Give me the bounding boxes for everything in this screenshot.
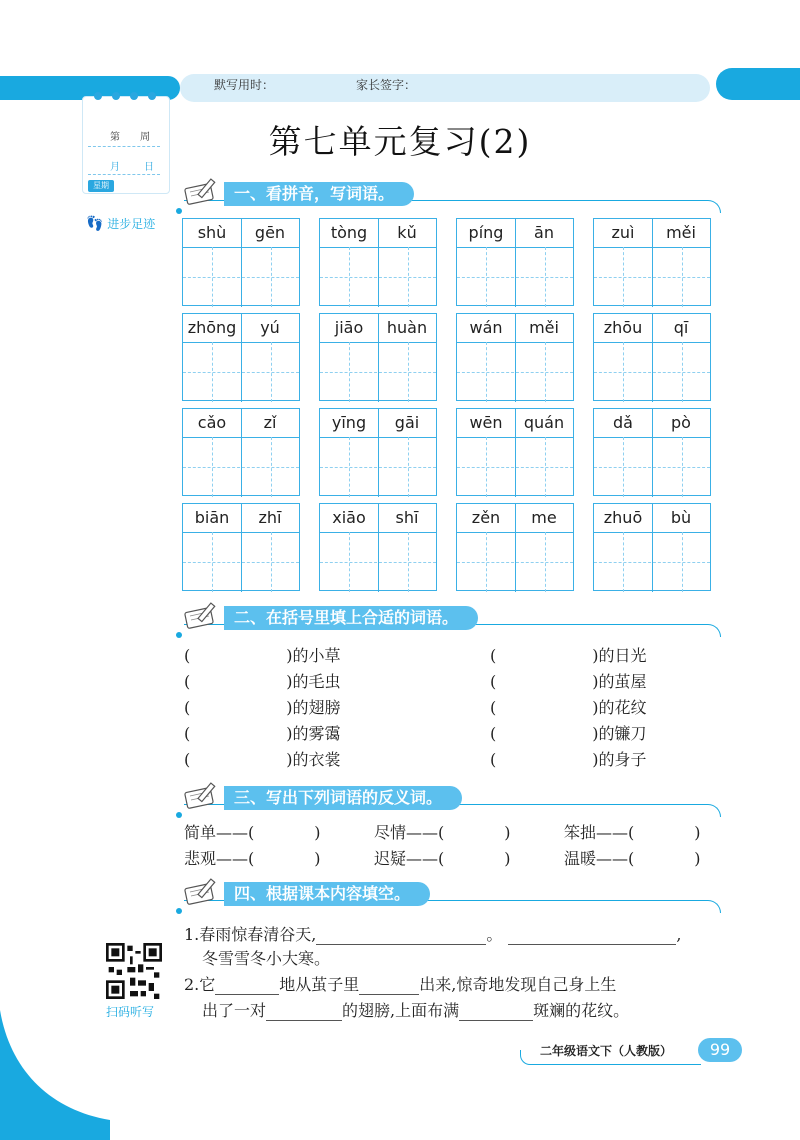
q4-line-3: [184, 972, 616, 995]
fill-item: [490, 721, 647, 744]
calendar-ring-icon: [94, 92, 102, 100]
antonym-word: 笨拙——(: [564, 823, 635, 842]
section-header-2: [176, 606, 721, 632]
open-paren: (: [184, 646, 191, 665]
box-guide: [183, 467, 299, 468]
q4-line1-start: 1.春雨惊春清谷天,: [184, 925, 317, 944]
fill-item: [184, 669, 341, 692]
close-paren: ): [504, 823, 511, 842]
fill-suffix: )的身子: [592, 750, 647, 769]
qr-code-icon[interactable]: [106, 943, 162, 999]
fill-suffix: )的镰刀: [592, 724, 647, 743]
section-dot: [176, 208, 182, 214]
box-guide: [457, 467, 573, 468]
q4-line1-period: 。: [486, 925, 503, 944]
word-box[interactable]: [456, 503, 574, 591]
section-dot: [176, 812, 182, 818]
box-guide: [457, 562, 573, 563]
word-box[interactable]: [319, 313, 437, 401]
fill-item: [184, 695, 341, 718]
box-guide: [320, 467, 436, 468]
pinyin-syllable: shī: [395, 508, 419, 527]
close-paren: ): [504, 849, 511, 868]
open-paren: (: [490, 698, 497, 717]
answer-blank[interactable]: [215, 994, 279, 995]
answer-blank[interactable]: [359, 994, 419, 995]
dictation-time-label: 默写用时：: [214, 78, 275, 92]
calendar-ring-icon: [148, 92, 156, 100]
word-box[interactable]: [319, 503, 437, 591]
word-box[interactable]: [182, 503, 300, 591]
close-paren: ): [694, 849, 701, 868]
top-right-bar: [716, 68, 800, 100]
fill-suffix: )的茧屋: [592, 672, 647, 691]
word-box[interactable]: [456, 313, 574, 401]
parent-signature-label: 家长签字：: [356, 78, 417, 92]
pinyin-syllable: dǎ: [613, 413, 633, 432]
section-title-3: 三、写出下列词语的反义词。: [224, 786, 462, 810]
fill-suffix: )的毛虫: [286, 672, 341, 691]
corner-decoration: [0, 1010, 110, 1140]
section-header-4: [176, 882, 721, 908]
pinyin-syllable: wán: [469, 318, 503, 337]
word-box[interactable]: [456, 408, 574, 496]
q4-line-2: 冬雪雪冬小大寒。: [202, 949, 331, 968]
pinyin-syllable: gēn: [254, 223, 286, 242]
antonym-item: [374, 820, 511, 843]
word-box[interactable]: [593, 218, 711, 306]
open-paren: (: [490, 672, 497, 691]
word-box[interactable]: [319, 408, 437, 496]
pinyin-syllable: cǎo: [197, 413, 227, 432]
pinyin-syllable: píng: [468, 223, 504, 242]
open-paren: (: [184, 724, 191, 743]
pinyin-syllable: ān: [534, 223, 554, 242]
scan-label: 扫码听写: [106, 1005, 155, 1019]
pinyin-syllable: gāi: [394, 413, 420, 432]
close-paren: ): [314, 849, 321, 868]
q4-line-4: [202, 998, 629, 1021]
close-paren: ): [694, 823, 701, 842]
answer-blank[interactable]: [316, 944, 486, 945]
pinyin-syllable: jiāo: [334, 318, 364, 337]
box-guide: [594, 467, 710, 468]
antonym-item: [564, 846, 701, 869]
pinyin-syllable: huàn: [386, 318, 428, 337]
page-title: 第七单元复习(2): [268, 122, 532, 161]
pencil-notebook-icon: [184, 876, 222, 906]
pinyin-syllable: zǐ: [263, 413, 277, 432]
antonym-word: 悲观——(: [184, 849, 255, 868]
antonym-word: 尽情——(: [374, 823, 445, 842]
pinyin-syllable: zěn: [471, 508, 501, 527]
pinyin-syllable: zhuō: [603, 508, 643, 527]
close-paren: ): [314, 823, 321, 842]
pinyin-syllable: kǔ: [397, 223, 417, 242]
fill-item: [490, 669, 647, 692]
pinyin-syllable: wēn: [469, 413, 503, 432]
q4-line4-a: 出了一对: [202, 1001, 267, 1020]
page-number: 99: [698, 1038, 742, 1062]
antonym-item: [374, 846, 511, 869]
calendar-month-label: 月: [110, 162, 120, 173]
fill-item: [184, 721, 341, 744]
section-dot: [176, 908, 182, 914]
box-guide: [320, 372, 436, 373]
q4-line-1: [184, 922, 681, 945]
steps-label: [86, 215, 155, 232]
word-box[interactable]: [593, 503, 711, 591]
pencil-notebook-icon: [184, 600, 222, 630]
fill-suffix: )的小草: [286, 646, 341, 665]
q4-line3-a: 2.它: [184, 975, 216, 994]
pinyin-syllable: shù: [197, 223, 227, 242]
fill-item: [490, 643, 647, 666]
word-box[interactable]: [182, 313, 300, 401]
calendar-ring-icon: [130, 92, 138, 100]
steps-text: 进步足迹: [107, 217, 156, 231]
section-header-1: [176, 182, 721, 208]
pinyin-syllable: zhī: [258, 508, 282, 527]
fill-item: [490, 747, 647, 770]
book-label: 二年级语文下（人教版）: [540, 1044, 673, 1058]
fill-item: [184, 643, 341, 666]
open-paren: (: [184, 672, 191, 691]
fill-suffix: )的花纹: [592, 698, 647, 717]
q4-line3-b: 地从茧子里: [279, 975, 360, 994]
open-paren: (: [490, 750, 497, 769]
fill-item: [490, 695, 647, 718]
calendar-divider: [88, 174, 160, 175]
pinyin-syllable: zhōng: [187, 318, 237, 337]
section-title-4: 四、根据课本内容填空。: [224, 882, 430, 906]
fill-suffix: )的日光: [592, 646, 647, 665]
box-guide: [183, 372, 299, 373]
word-box[interactable]: [182, 218, 300, 306]
box-guide: [320, 277, 436, 278]
antonym-word: 迟疑——(: [374, 849, 445, 868]
pinyin-syllable: měi: [666, 223, 696, 242]
pinyin-syllable: qī: [673, 318, 689, 337]
calendar-week-suffix: 周: [140, 132, 150, 143]
section-title-2: 二、在括号里填上合适的词语。: [224, 606, 478, 630]
q4-line4-c: 斑斓的花纹。: [533, 1001, 630, 1020]
answer-blank[interactable]: [459, 1020, 533, 1021]
q4-line3-c: 出来,惊奇地发现自己身上生: [419, 975, 617, 994]
open-paren: (: [184, 750, 191, 769]
pinyin-syllable: xiāo: [332, 508, 366, 527]
fill-suffix: )的衣裳: [286, 750, 341, 769]
fill-item: [184, 747, 341, 770]
word-box[interactable]: [593, 408, 711, 496]
antonym-item: [184, 846, 321, 869]
open-paren: (: [490, 724, 497, 743]
pinyin-syllable: měi: [529, 318, 559, 337]
word-box[interactable]: [593, 313, 711, 401]
antonym-word: 简单——(: [184, 823, 255, 842]
calendar-week-prefix: 第: [110, 132, 120, 143]
antonym-item: [184, 820, 321, 843]
pinyin-syllable: tòng: [330, 223, 368, 242]
box-guide: [594, 277, 710, 278]
pinyin-syllable: bù: [670, 508, 692, 527]
pinyin-syllable: zhōu: [603, 318, 643, 337]
pinyin-syllable: biān: [194, 508, 230, 527]
open-paren: (: [490, 646, 497, 665]
calendar-day-label: 日: [144, 162, 154, 173]
section-title-1: 一、看拼音，写词语。: [224, 182, 414, 206]
word-box[interactable]: [456, 218, 574, 306]
antonym-word: 温暖——(: [564, 849, 635, 868]
q4-line4-b: 的翅膀,上面布满: [342, 1001, 460, 1020]
calendar-ring-icon: [112, 92, 120, 100]
pinyin-syllable: yīng: [331, 413, 367, 432]
box-guide: [320, 562, 436, 563]
antonym-item: [564, 820, 701, 843]
box-guide: [594, 562, 710, 563]
answer-blank[interactable]: [266, 1020, 342, 1021]
pinyin-syllable: pò: [671, 413, 691, 432]
box-guide: [594, 372, 710, 373]
open-paren: (: [184, 698, 191, 717]
box-guide: [183, 277, 299, 278]
section-dot: [176, 632, 182, 638]
pinyin-syllable: yú: [260, 318, 280, 337]
pencil-notebook-icon: [184, 176, 222, 206]
pencil-notebook-icon: [184, 780, 222, 810]
pinyin-syllable: zuì: [611, 223, 635, 242]
word-box[interactable]: [319, 218, 437, 306]
fill-suffix: )的雾霭: [286, 724, 341, 743]
footprint-icon: 👣: [86, 216, 104, 232]
section-header-3: [176, 786, 721, 812]
box-guide: [457, 277, 573, 278]
box-guide: [183, 562, 299, 563]
box-guide: [457, 372, 573, 373]
answer-blank[interactable]: [508, 944, 676, 945]
weekday-badge: 星期: [88, 180, 114, 192]
q4-line1-comma: ,: [676, 925, 682, 944]
pinyin-syllable: me: [531, 508, 557, 527]
fill-suffix: )的翅膀: [286, 698, 341, 717]
pinyin-syllable: quán: [523, 413, 565, 432]
word-box[interactable]: [182, 408, 300, 496]
